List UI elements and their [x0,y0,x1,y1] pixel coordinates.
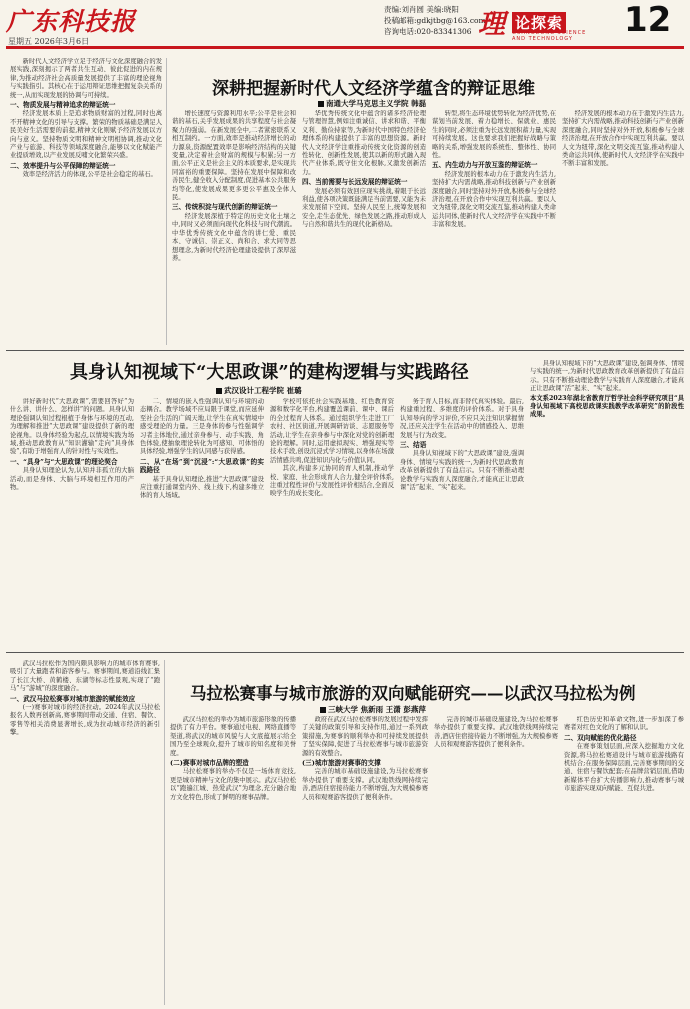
article3-column-4 [434,716,558,1005]
paragraph: 其次,构建多元协同的育人机制,推动学校、家庭、社会形成育人合力,健全评价体系,注重过程性评价与发展性评价相结合,全面反映学生的成长变化。 [270,465,394,498]
article2-column-3 [270,398,394,648]
paragraph: 华优秀传统文化中蕴含的诸多经济伦理与管理智慧,例如注重诚信、讲求和谐、平衡义利、勤俭持家等,为新时代中国特色经济伦理体系的构建提供了丰富的思想资源。新时代人文经济学注重推动传统文化资源的创造性转化、创新性发展,使其以新的形式融入现代产业体系,既守住文化根脉,又激发创新活力。 [302,110,426,176]
paragraph: (一)赛事对城市的经济拉动。2024年武汉马拉松报名人数再创新高,赛事期间带动交通、住宿、餐饮、零售等相关消费显著增长,成为拉动城市经济的新引擎。 [10,704,160,737]
email-line: 投稿邮箱:gdkjtbg@163.com [384,16,486,25]
newspaper-logo: 广东科技报 [6,7,137,36]
section-heading: (二)赛事对城市品牌的塑造 [170,759,249,768]
paragraph: 学校可依托社会实践基地、红色教育资源和数字化平台,构建覆盖课前、课中、课后的全过程育人体系。通过组织学生走进工厂农村、社区街道,开展调研访谈、志愿服务等活动,让学生在亲身参与中深化对党的创新理论的理解。同时,运用虚拟现实、增强现实等技术手段,创设沉浸式学习情境,以身体在场激活情感共鸣,促进知识内化与价值认同。 [270,398,394,464]
section-title-big: 理 [478,9,505,40]
paragraph: 完善的城市基础设施建设,为马拉松赛事举办提供了重要支撑。武汉地铁线网持续完善,酒店住宿接待能力不断增强,为大规模参赛人员和观赛游客提供了便利条件。 [302,768,428,801]
paragraph: 务于育人目标,而非替代真实体验。最后,构建重过程、多维度的评价体系。对于具身认知导向的学习评价,不应只关注知识掌握情况,还应关注学生在活动中的情感投入、思维发展与行为改变。 [400,398,524,439]
section-title-en: GUANGDONG SCIENCE AND TECHNOLOGY [512,30,587,42]
page-number: 12 [624,0,672,40]
paragraph: 经济发展的根本动力在于激发内生活力,坚持扩大内需战略,推动科技创新与产业创新深度融合,同时坚持对外开放,积极参与全球经济治理,在开放合作中实现互利共赢。要以人文为纽带,深化文明交流互鉴,推动构建人类命运共同体,使新时代人文经济学在实践中不断丰富和发展。 [562,110,684,168]
section-heading: 四、当前需要与长远发展的辩证统一 [302,178,408,187]
paragraph: 经济发展的根本动力在于激发内生活力,坚持扩大内需战略,推动科技创新与产业创新深度融合,同时坚持对外开放,积极参与全球经济治理,在开放合作中实现互利共赢。要以人文为纽带,深化文明交流互鉴,推动构建人类命运共同体,使新时代人文经济学在实践中不断丰富和发展。 [432,170,556,229]
paragraph: 经济发展本质上是追求物质财富的过程,同时也离不开精神文化的引导与支撑。繁荣的物质基础是满足人民美好生活需要的前提,精神文化则赋予经济发展以方向与意义。坚持物质文明和精神文明相协调,推动文化产业与旅游、科技等领域深度融合,能够以文化赋能产业提质增效,以产业发展反哺文化繁荣兴盛。 [10,110,162,160]
article3-column-1 [10,660,160,1005]
byline-square-icon [318,101,324,107]
masthead [0,0,690,52]
paragraph: 具身认知视域下的“大思政课”建设,强调身体、情境与实践的统一,为新时代思政教育改革创新提供了有益启示。只有不断推动理论教学与实践育人深度融合,才能真正让思政课“活”起来、“实”起来。 [530,360,684,393]
article1-title: 深耕把握新时代人文经济学蕴含的辩证思维 [212,79,535,99]
article1-column-3 [302,110,426,345]
article2-column-4 [400,398,524,648]
paragraph: 讲好新时代“大思政课”,需要回答好“为什么讲、讲什么、怎样讲”的问题。具身认知理论强调认知过程根植于身体与环境的互动,为理解和推进“大思政课”建设提供了新的理论视角。以身体经验为起点,以情境实践为场域,推动思政教育从“知识灌输”走向“具身体验”,有助于增强育人的针对性与实效性。 [10,398,134,456]
byline-square-icon [216,388,222,394]
masthead-rule [6,46,684,49]
section-heading: 一、物质发展与精神追求的辩证统一 [10,101,116,110]
paragraph: 政府在武汉马拉松赛事的发展过程中发挥了关键的政策引导和支持作用,通过一系列政策措施,为赛事的顺利举办和可持续发展提供了坚实保障,促进了马拉松赛事与城市旅游资源的有效整合。 [302,716,428,757]
article-divider [6,652,684,653]
paragraph: 完善的城市基础设施建设,为马拉松赛事举办提供了重要支撑。武汉地铁线网持续完善,酒店住宿接待能力不断增强,为大规模参赛人员和观赛游客提供了便利条件。 [434,716,558,749]
phone-line: 咨询电话:020-83341306 [384,27,472,36]
paragraph: 效率是经济活力的体现,公平是社会稳定的基石。 [22,171,157,179]
article1-column-1 [10,58,162,345]
paragraph: 红色历史和革命文物,进一步加深了参赛者对红色文化的了解和认识。 [564,716,684,732]
article3-column-2 [170,716,296,1005]
section-heading: 一、武汉马拉松赛事对城市旅游的赋能效应 [10,694,136,703]
issue-date: 星期五 2026年3月6日 [8,37,90,46]
column-rule [164,660,165,1005]
section-heading: 二、效率提升与公平保障的辩证统一 [10,161,116,170]
article1-column-5 [562,110,684,345]
section-heading: 二、从“在场”到“沉浸”:“大思政课”的实践路径 [140,457,264,475]
paragraph: 新时代人文经济学立足于经济与文化深度融合的发展实践,深刻揭示了两者共生互动、彼此促进的内在规律,为推动经济社会高质量发展提供了丰富的理论视角与实践指引。其核心在于运用辩证思维把握复杂关系的统一,从而实现发展的协调与可持续。 [10,58,162,99]
article1-byline: 南通大学马克思主义学院 韩磊 [318,98,426,109]
byline-square-icon [320,707,326,713]
article2-byline: 武汉设计工程学院 崔璐 [216,385,302,396]
section-title-small: 论探索 [512,12,566,33]
article1-column-4 [432,110,556,345]
article2-column-5 [530,360,684,648]
paragraph: 具身认知视域下的“大思政课”建设,强调身体、情境与实践的统一,为新时代思政教育改革创新提供了有益启示。只有不断推动理论教学与实践育人深度融合,才能真正让思政课“活”起来、“实”起来。 [400,450,524,492]
article3-column-3 [302,716,428,1005]
paragraph: 马拉松赛事的举办不仅是一场体育竞技,更是城市精神与文化的集中展示。武汉马拉松以“跑遍江城、热爱武汉”为理念,充分融合地方文化特色,形成了鲜明的赛事品牌。 [170,768,296,801]
article2-column-2 [140,398,264,648]
paragraph: 二、情境的嵌入性强调认知与环境的动态耦合。教学场域不应局限于课堂,而应延伸至社会生活的广阔天地,让学生在真实情境中感受理论的力量。三是身体的参与性强调学习者主体地位,通过亲身参与、动手实践、角色体验,使抽象理论转化为可感知、可体悟的具体经验,增强学生的认同感与获得感。 [140,398,264,456]
editor-info [384,4,486,37]
article1-column-2 [172,110,296,345]
paragraph: 增长速度与资源利用水平;公平是社会和谐的基石,关乎发展成果的共享程度与社会凝聚力的强弱。在新发展全中,二者紧密联系又相互制约。一方面,效率是推动经济增长的动力源泉,资源配置效率是影响经济结构的关键变量,决定着社会财富的规模与积累;另一方面,公平正义是社会主义的本质要求,是实现共同富裕的重要保障。坚持在发展中保障和改善民生,健全收入分配制度,促进基本公共服务均等化,使发展成果更多更公平惠及全体人民。 [172,110,296,202]
paragraph: 基于具身认知理论,推进“大思政课”建设应注重打通课堂内外、线上线下,构建多维立体的育人场域。 [140,475,264,500]
paragraph: 武汉马拉松的举办为城市旅游形象的传播提供了有力平台。赛事通过电视、网络直播等渠道,将武汉的城市风貌与人文底蕴展示给全国乃至全球观众,提升了城市的知名度和美誉度。 [170,716,296,757]
article2-title: 具身认知视域下“大思政课”的建构逻辑与实践路径 [70,362,469,383]
editor-line: 责编:刘肖圆 美编:晓阳 [384,5,459,14]
article3-title: 马拉松赛事与城市旅游的双向赋能研究——以武汉马拉松为例 [190,684,636,703]
section-heading: 五、内生动力与开放互鉴的辩证统一 [432,161,538,170]
section-heading: 二、双向赋能的优化路径 [564,733,637,742]
paragraph: 武汉马拉松作为国内颇具影响力的城市体育赛事,吸引了大量跑者和游客参与。赛事期间,赛道沿线汇集了长江大桥、黄鹤楼、东湖等标志性景观,实现了“跑马”与“游城”的深度融合。 [10,660,160,693]
paragraph: 在赛事策划层面,应深入挖掘地方文化资源,将马拉松赛道设计与城市旅游线路有机结合;在服务保障层面,完善赛事期间的交通、住宿与餐饮配套;在品牌营销层面,借助新媒体平台扩大传播影响力,推动赛事与城市旅游实现双向赋能、互促共进。 [564,743,684,793]
section-heading: 一、“具身”与“大思政课”的理论契合 [10,457,118,466]
paragraph: 转型,将生态环境优势转化为经济优势,在谋划当前发展、着力稳增长、保就业、惠民生的同时,必须注重为长远发展积蓄力量,实现可持续发展。这也要求我们把握好战略与策略的关系,增强发展的系统性、整体性、协同性。 [432,110,556,160]
article-divider [6,350,684,351]
fund-note: 本文系2023年湖北省教育厅哲学社会科学研究项目“具身认知视域下高校思政课实践教学改革研究”的阶段性成果。 [530,394,684,419]
article2-column-1 [10,398,134,648]
section-heading: (三)城市旅游对赛事的支撑 [302,759,381,768]
section-title [478,4,598,42]
section-heading: 三、结语 [400,441,427,450]
paragraph: 发展必须有效回应现实挑战,着眼于长远利益,使各项决策既能满足当前需要,又能为未来发展留下空间。坚持人民至上,统筹发展和安全,走生态优先、绿色发展之路,推动形成人与自然和谐共生的现代化新格局。 [302,187,426,229]
article3-byline: 三峡大学 焦新雨 王潇 彭燕萍 [320,704,426,715]
column-rule [166,58,167,345]
paragraph: 经济发展深植于特定的历史文化土壤之中,同时又必须面向现代化科技与时代潮流。中华优秀传统文化中蕴含的讲仁爱、重民本、守诚信、崇正义、尚和合、求大同等思想理念,为新时代经济伦理建设提供了深厚滋养。 [172,212,296,262]
paragraph: 具身认知理论认为,认知并非孤立的大脑活动,而是身体、大脑与环境相互作用的产物。 [10,467,134,492]
section-heading: 三、传统积淀与现代创新的辩证统一 [172,203,278,212]
article3-column-5 [564,716,684,1005]
